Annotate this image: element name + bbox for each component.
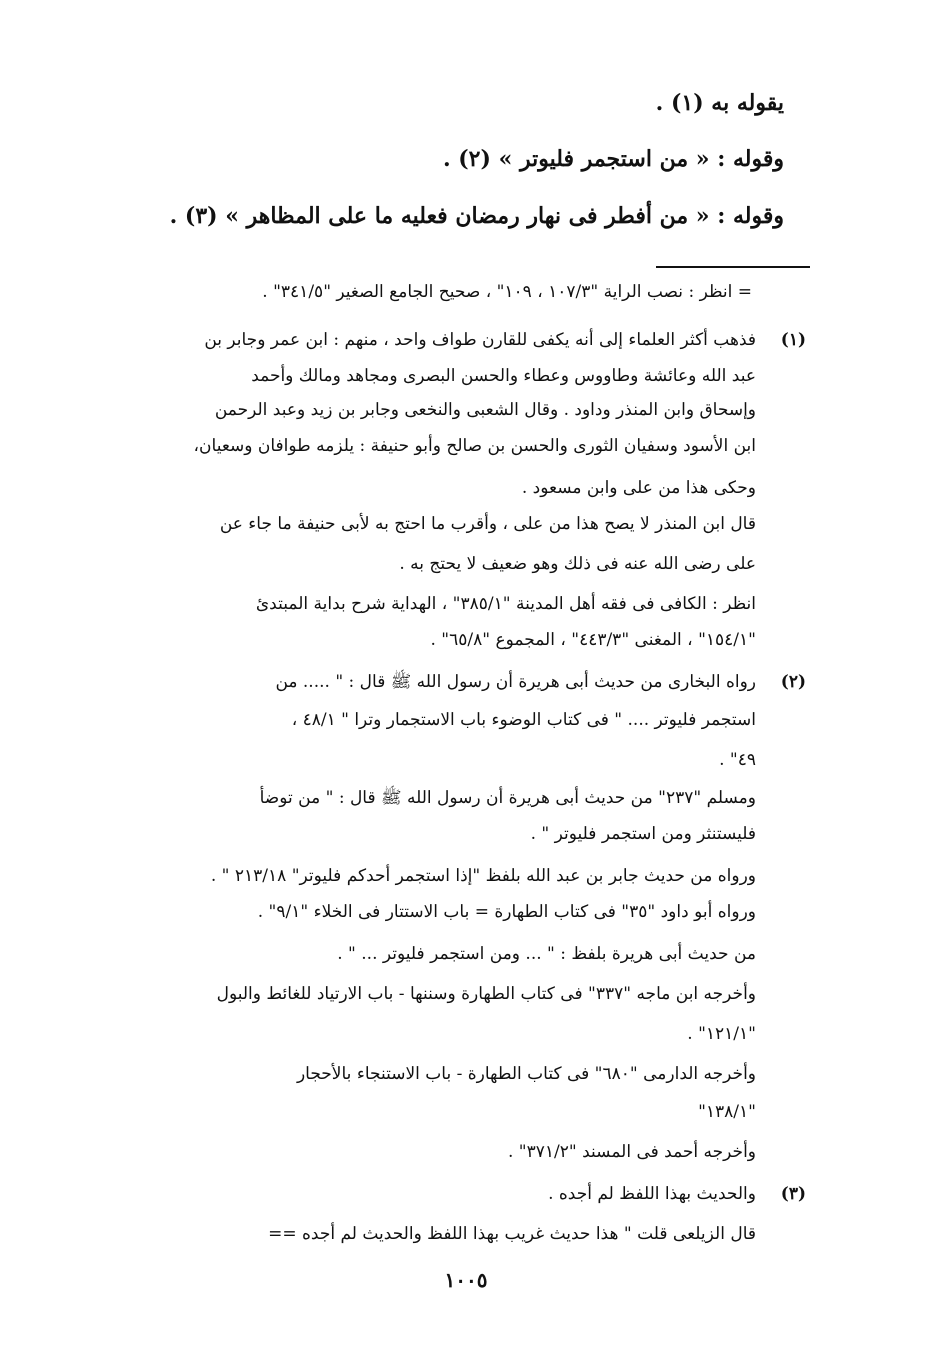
- footnote-2-line: من حديث أبى هريرة بلفظ : " ... ومن استجمر فليوتر ... " .: [337, 944, 756, 964]
- footnote-continuation: = انظر : نصب الراية "١٠٧/٣ ، ١٠٩" ، صحيح الجامع الصغير "٣٤١/٥" .: [262, 282, 752, 302]
- footnote-1-line: وحكى هذا من على وابن مسعود .: [521, 478, 756, 498]
- footnote-1-number: (١): [780, 330, 806, 350]
- footnote-2-line: استجمر فليوتر .... " فى كتاب الوضوء باب الاستجمار وترا " ٤٨/١ ،: [291, 710, 756, 730]
- footnote-1-line: وإسحاق وابن المنذر وداود . وقال الشعبى والنخعى وجابر بن زيد وعبد الرحمن: [214, 400, 756, 420]
- footnote-1-line: على رضى الله عنه فى ذلك وهو ضعيف لا يحتج به .: [399, 554, 756, 574]
- footnote-2-line: وأخرجه ابن ماجه "٣٣٧" فى كتاب الطهارة وسننها - باب الارتياد للغائط والبول: [216, 984, 756, 1004]
- footnote-2-number: (٢): [780, 672, 806, 692]
- footnote-separator: [656, 266, 810, 268]
- footnote-1-line: فذهب أكثر العلماء إلى أنه يكفى للقارن طواف واحد ، منهم : ابن عمر وجابر بن: [204, 330, 756, 350]
- footnote-2-line: "١٣٨/١": [698, 1102, 756, 1122]
- footnote-2-line: ٤٩" .: [719, 750, 756, 770]
- main-line-2: وقوله : « من استجمر فليوتر » (٢) .: [442, 146, 784, 172]
- footnote-2-line: ورواه أبو داود "٣٥" فى كتاب الطهارة = باب الاستتار فى الخلاء "٩/١" .: [257, 902, 756, 922]
- footnote-1-line: "١٥٤/١" ، المغنى "٤٤٣/٣" ، المجموع "٦٥/٨" .: [430, 630, 756, 650]
- footnote-2-line: ومسلم "٢٣٧" من حديث أبى هريرة أن رسول الله ﷺ قال : " من توضأ: [259, 788, 756, 808]
- footnote-2-line: "١٢١/١" .: [687, 1024, 756, 1044]
- footnote-2-line: رواه البخارى من حديث أبى هريرة أن رسول الله ﷺ قال : " ..... من: [275, 672, 756, 692]
- main-line-1: يقوله به (١) .: [655, 90, 784, 116]
- footnote-1-line: قال ابن المنذر لا يصح هذا من على ، وأقرب ما احتج به لأبى حنيفة ما جاء عن: [219, 514, 756, 534]
- footnote-2-line: ورواه من حديث جابر بن عبد الله بلفظ "إذا استجمر أحدكم فليوتر" ٢١٣/١٨ " .: [210, 866, 756, 886]
- footnote-1-line: انظر : الكافى فى فقه أهل المدينة "٣٨٥/١" ، الهداية شرح بداية المبتدئ: [255, 594, 756, 614]
- footnote-2-line: وأخرجه الدارمى "٦٨٠" فى كتاب الطهارة - باب الاستنجاء بالأحجار: [296, 1064, 756, 1084]
- main-line-3: وقوله : « من أفطر فى نهار رمضان فعليه ما على المظاهر » (٣) .: [169, 203, 784, 229]
- footnote-2-line: وأخرجه أحمد فى المسند "٣٧١/٢" .: [507, 1142, 756, 1162]
- footnote-3-line: قال الزيلعى قلت " هذا حديث غريب بهذا اللفظ والحديث لم أجده ==: [268, 1224, 756, 1244]
- page-number: ١٠٠٥: [444, 1268, 488, 1292]
- footnote-1-line: ابن الأسود وسفيان الثورى والحسن بن صالح وأبو حنيفة : يلزمه طوافان وسعيان،: [193, 436, 756, 456]
- footnote-2-line: فليستنثر ومن استجمر فليوتر " .: [530, 824, 756, 844]
- footnote-3-number: (٣): [780, 1184, 806, 1204]
- footnote-3-line: والحديث بهذا اللفظ لم أجده .: [548, 1184, 756, 1204]
- footnote-1-line: عبد الله وعائشة وطاووس وعطاء والحسن البصرى ومجاهد ومالك وأحمد: [251, 366, 756, 386]
